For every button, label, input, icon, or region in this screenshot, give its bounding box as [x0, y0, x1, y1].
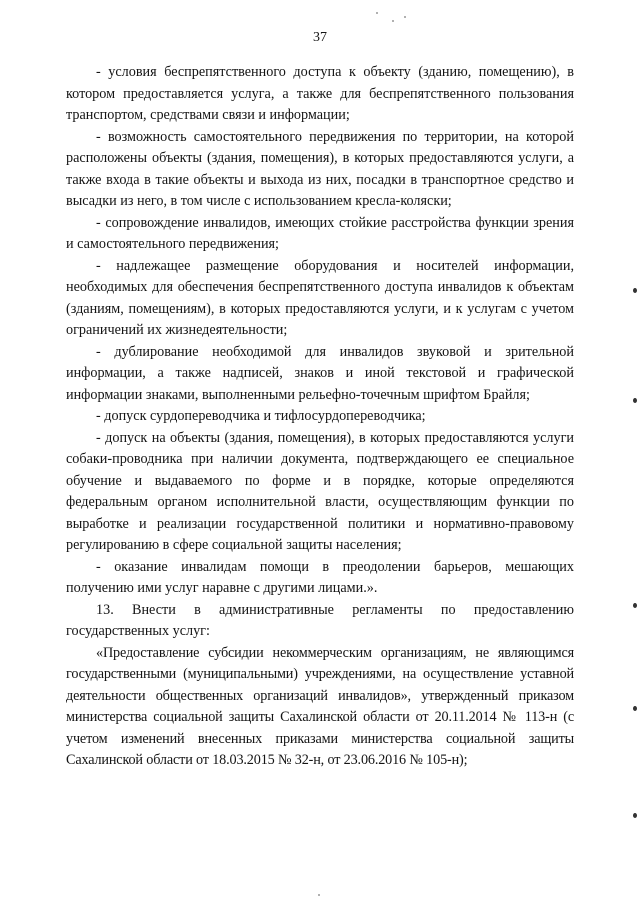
paragraph-regulation-title: «Предоставление субсидии некоммерческим организациям, не являющимся государственными (муниципальными) учреждениями, на осуществление уставной деятельности общественных организаций инвалидов», утвержденный приказом министерства социальной защиты Сахалинской области от 20.11.2014 № 113-н (с учетом изменений внесенных приказами министерства социальной защиты Сахалинской области от 18.03.2015 № 32-н, от 23.06.2016 № 105-н);: [66, 644, 574, 768]
scan-speck: [404, 16, 406, 18]
scan-edge-mark: [633, 603, 637, 608]
paragraph-interpreter-admission: - допуск сурдопереводчика и тифлосурдопереводчика;: [96, 408, 426, 424]
scan-edge-mark: [633, 398, 637, 403]
paragraph-guide-dog: - допуск на объекты (здания, помещения), в которых предоставляются услуги собаки-проводника при наличии документа, подтверждающего ее специальное обучение и выдаваемого по форме и в порядке, которые определяются федеральным органом исполнительной власти, осуществляющим функции по выработке и реализации государственной политики и нормативно-правовому регулированию в сфере социальной защиты населения;: [66, 429, 574, 553]
paragraph-braille-duplication: - дублирование необходимой для инвалидов звуковой и зрительной информации, а также надписей, знаков и иной текстовой и графической информации знаками, выполненными рельефно-точечным шрифтом Брайля;: [66, 343, 574, 403]
scan-edge-mark: [633, 706, 637, 711]
paragraph-item-13: 13. Внести в административные регламенты по предоставлению государственных услуг:: [66, 601, 574, 639]
document-body: [66, 62, 574, 772]
scan-speck: [376, 12, 378, 14]
page-number: 37: [313, 30, 327, 45]
scan-speck: [318, 894, 320, 896]
scan-speck: [392, 20, 394, 22]
paragraph-escort: - сопровождение инвалидов, имеющих стойкие расстройства функции зрения и самостоятельного передвижения;: [66, 214, 574, 252]
scan-edge-mark: [633, 288, 637, 293]
scan-edge-mark: [633, 813, 637, 818]
paragraph-independent-movement: - возможность самостоятельного передвижения по территории, на которой расположены объекты (здания, помещения), в которых предоставляются услуги, а также входа в такие объекты и выхода из них, посадки в транспортное средство и высадки из него, в том числе с использованием кресла-коляски;: [66, 128, 574, 209]
paragraph-equipment-placement: - надлежащее размещение оборудования и носителей информации, необходимых для обеспечения беспрепятственного доступа инвалидов к объектам (зданиям, помещениям), в которых предоставляются услуги, и к услугам с учетом ограничений их жизнедеятельности;: [66, 257, 574, 338]
paragraph-assistance: - оказание инвалидам помощи в преодолении барьеров, мешающих получению ими услуг наравне с другими лицами.».: [66, 558, 574, 596]
paragraph-access-conditions: - условия беспрепятственного доступа к объекту (зданию, помещению), в котором предоставляется услуга, а также для беспрепятственного пользования транспортом, средствами связи и информации;: [66, 64, 574, 123]
